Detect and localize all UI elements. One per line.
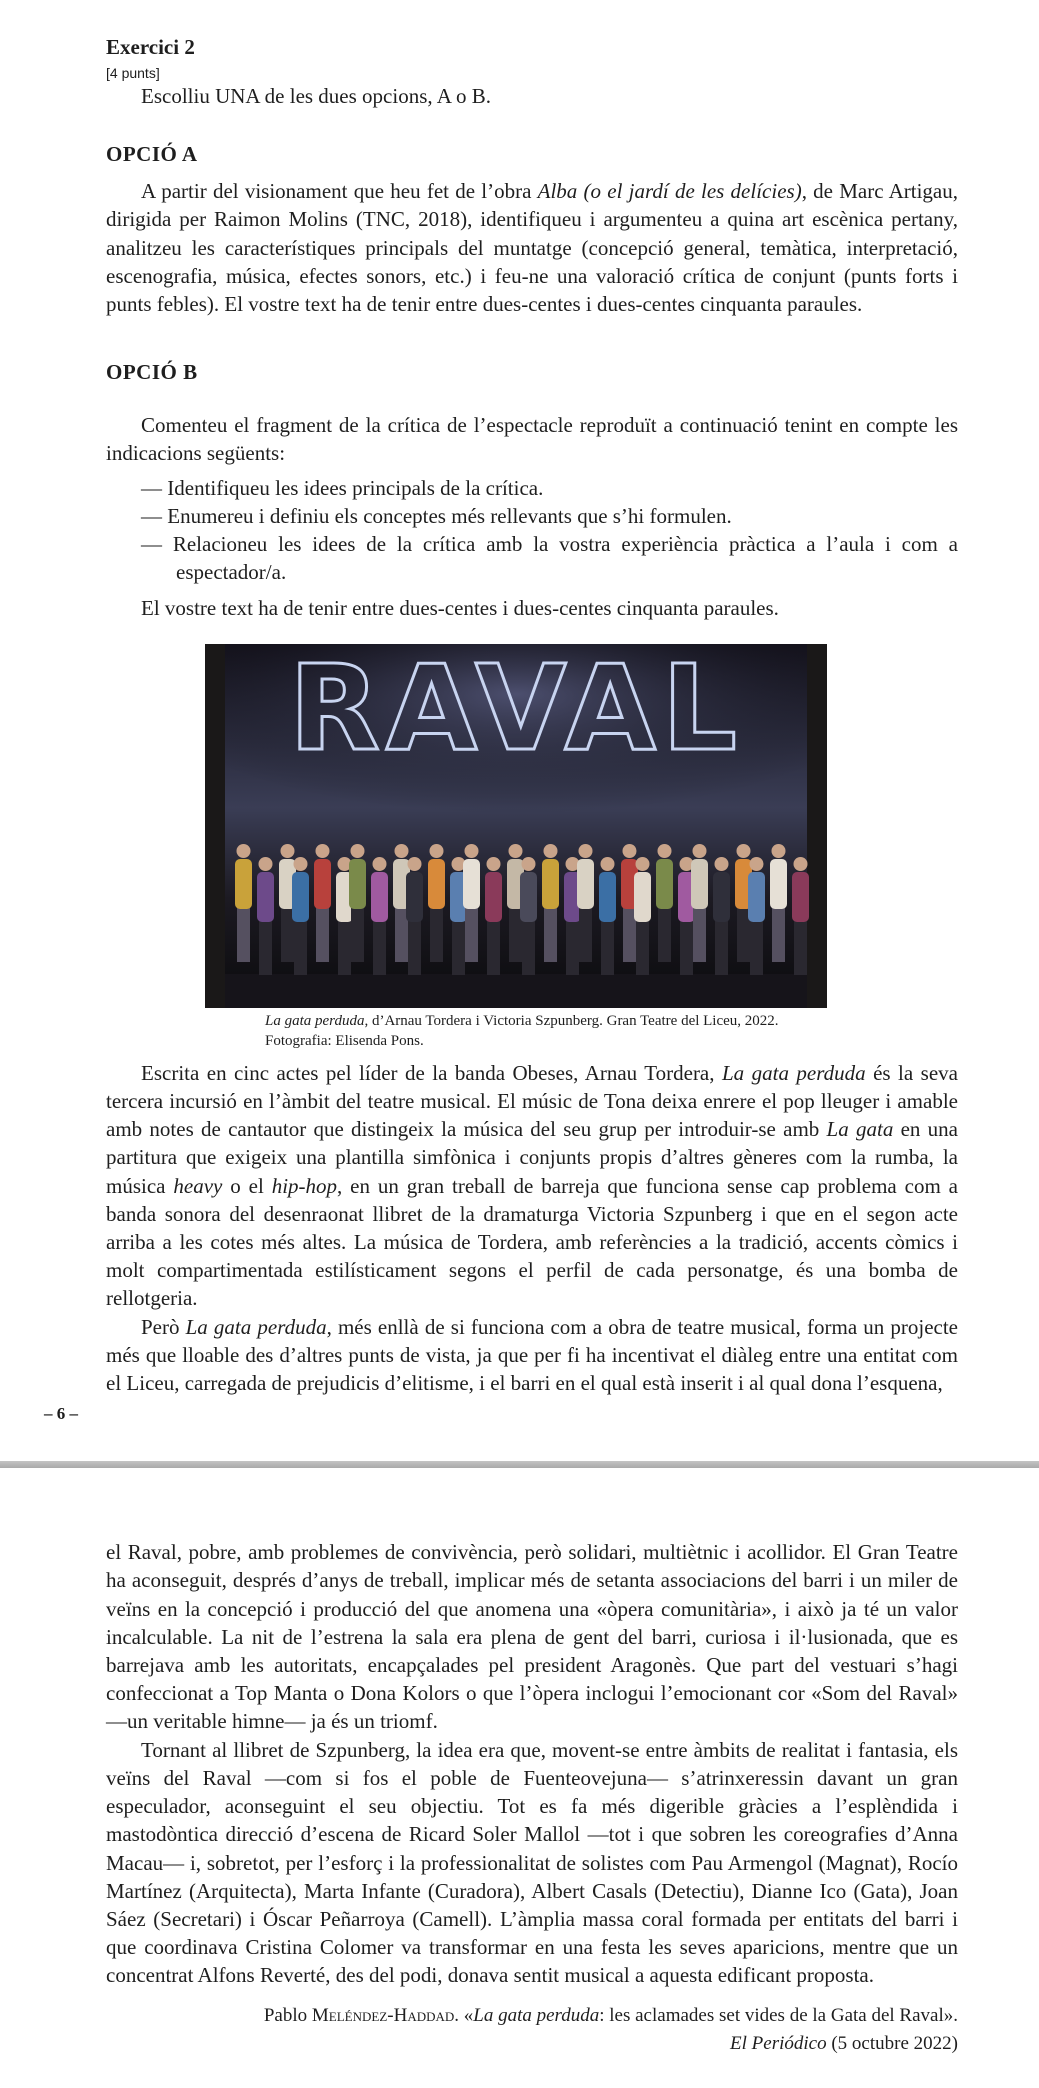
- cast-member-head: [430, 844, 444, 858]
- page-separator: [0, 1461, 1039, 1468]
- cast-member: [599, 872, 616, 922]
- cast-member-head: [408, 857, 422, 871]
- cast-member-head: [294, 857, 308, 871]
- cast-member-head: [487, 857, 501, 871]
- option-a-paragraph: [106, 177, 958, 318]
- cast-member-head: [316, 844, 330, 858]
- author-surname: Meléndez-Haddad: [311, 2004, 455, 2026]
- cast-member: [257, 872, 274, 922]
- option-b-intro: Comenteu el fragment de la crítica de l’espectacle reproduït a continuació tenint en compte les indicacions següents:: [106, 413, 958, 466]
- cast-member-head: [601, 857, 615, 871]
- cast-member-head: [579, 844, 593, 858]
- cast-member-legs: [680, 920, 693, 975]
- text-segment: A partir del visionament que heu fet de l’obra: [141, 179, 538, 204]
- stage-photo-illustration: [205, 644, 827, 1008]
- cast-member-head: [772, 844, 786, 858]
- cast-member-head: [237, 844, 251, 858]
- cast-member-legs: [544, 907, 557, 962]
- cast-member: [428, 859, 445, 909]
- raval-neon-sign: RAVAL: [288, 643, 744, 777]
- cast-member: [634, 872, 651, 922]
- stage-photo: [205, 644, 827, 1008]
- photo-caption: [265, 1011, 885, 1051]
- cast-member-legs: [715, 920, 728, 975]
- cast-member-legs: [452, 920, 465, 975]
- italic-text: Alba (o el jardí de les delícies): [537, 179, 802, 204]
- cast-member: [691, 859, 708, 909]
- text-segment: Escrita en cinc actes pel líder de la banda Obeses, Arnau Tordera,: [141, 1060, 722, 1085]
- title-open: . «: [454, 2004, 474, 2026]
- cast-member-legs: [465, 907, 478, 962]
- critique-paragraph-1: [106, 1059, 958, 1313]
- points-label: [4 punts]: [106, 65, 160, 81]
- text-segment: Tornant al llibret de Szpunberg, la idea era que, movent-se entre àmbits de realitat i fantasia, els veïns del Raval —com si fos el poble de Fuenteovejuna— s’atrinxeressin davant un gran especulador, aconseguint el seu objectiu. Tot es fa més digerible gràcies a l’esplèndida i mastodòntica direcció d’escena de Ricard Soler Mallol —tot i que sobren les coreografies d’Anna Macau— i, sobretot, per l’esforç i la professionalitat de solistes com Pau Armengol (Magnat), Rocío Martínez (Arquitecta), Marta Infante (Curadora), Albert Casals (Detectiu), Dianne Ico (Gata), Joan Sáez (Secretari) i Óscar Peñarroya (Camell). L’àmplia massa coral formada per entitats del barri i que coordinava Cristina Colomer va transformar en una festa les seves aparicions, mentre que un concentrat Alfons Reverté, des del podi, donava sentit musical a aquesta edificant proposta.: [106, 1737, 958, 1988]
- cast-member-legs: [259, 920, 272, 975]
- cast-member: [314, 859, 331, 909]
- italic-text: hip-hop: [271, 1173, 338, 1198]
- cast-member: [713, 872, 730, 922]
- cast-member: [485, 872, 502, 922]
- option-b-heading: OPCIÓ B: [106, 360, 198, 385]
- cast-member: [292, 872, 309, 922]
- exercise-instruction: Escolliu UNA de les dues opcions, A o B.: [141, 84, 491, 108]
- text-segment: , més enllà de si funciona com a obra de teatre musical, forma un projecte més que lloable des d’altres punts de vista, ja que per fi ha incentivat el diàleg entre una entitat com el Liceu, carregada de prejudicis d’elitisme, i el barri en el qual està inserit i al qual dona l’esquena,: [106, 1314, 958, 1396]
- cast-member: [463, 859, 480, 909]
- cast-member-head: [737, 844, 751, 858]
- source-name: El Periódico: [730, 2032, 827, 2054]
- text-segment: , de Marc Artigau, dirigida per Raimon Molins (TNC, 2018), identifiqueu i argumenteu a quina art escènica pertany, analitzeu les característiques principals del muntatge (concepció general, temàtica, interpretació, escenografia, música, efectes sonors, etc.) i feu-ne una valoració crítica de conjunt (punts forts i punts febles). El vostre text ha de tenir entre dues-centes i dues-centes cinquanta paraules.: [106, 179, 959, 317]
- text-segment: en una partitura que exigeix una plantilla simfònica i conjunts propis d’altres gèneres com la rumba, la música: [106, 1117, 958, 1198]
- text-segment: el Raval, pobre, amb problemes de convivència, però solidari, multiètnic i acollidor. El Gran Teatre ha aconseguit, després d’anys de treball, implicar més de setanta associacions del barri i un miler de veïns en la concepció i producció del que anomena una «òpera comunitària», i això ja té un valor incalculable. La nit de l’estrena la sala era plena de gent del barri, curiosa i il·lusionada, que es barrejava amb les autoritats, encapçalades pel president Aragonès. Que part del vestuari s’hagi confeccionat a Top Manta o Dona Kolors o que l’òpera inclogui l’emocionant cor «Som del Raval» —un veritable himne— ja és un triomf.: [106, 1540, 958, 1734]
- critique-attribution: [106, 2002, 958, 2058]
- cast-member: [770, 859, 787, 909]
- cast-member-head: [373, 857, 387, 871]
- cast-member-legs: [566, 920, 579, 975]
- cast-member-head: [351, 844, 365, 858]
- cast-member-legs: [636, 920, 649, 975]
- cast-member-legs: [522, 920, 535, 975]
- italic-text: La gata perduda: [265, 1012, 365, 1029]
- text-segment: és la seva tercera incursió en l’àmbit del teatre musical. El músic de Tona deixa enrere el pop lleuger i amable amb notes de cantautor que distingeix la música del seu grup per introduir-se amb: [106, 1060, 958, 1142]
- cast-member-head: [658, 844, 672, 858]
- cast-member-head: [750, 857, 764, 871]
- cast-member: [349, 859, 366, 909]
- cast-member-legs: [430, 907, 443, 962]
- critique-paragraph-2-end: [106, 1538, 958, 1735]
- cast-member-legs: [794, 920, 807, 975]
- page-number: – 6 –: [44, 1404, 78, 1424]
- text-segment: o el: [222, 1173, 272, 1198]
- cast-member-legs: [601, 920, 614, 975]
- italic-text: La gata: [826, 1117, 894, 1142]
- cast-member: [542, 859, 559, 909]
- length-note: El vostre text ha de tenir entre dues-centes i dues-centes cinquanta paraules.: [141, 595, 779, 620]
- cast-member-legs: [487, 920, 500, 975]
- option-b-bullets: [141, 474, 958, 586]
- cast-member: [792, 872, 809, 922]
- cast-member-legs: [316, 907, 329, 962]
- cast-member-head: [509, 844, 523, 858]
- source-line: [106, 2030, 958, 2058]
- cast-member: [371, 872, 388, 922]
- article-title-italic: La gata perduda: [473, 2004, 600, 2026]
- author-first-name: Pablo: [263, 2004, 312, 2026]
- italic-text: La gata perduda: [185, 1314, 327, 1339]
- cast-member: [656, 859, 673, 909]
- option-a-heading: OPCIÓ A: [106, 142, 198, 167]
- cast-member-head: [259, 857, 273, 871]
- cast-member: [520, 872, 537, 922]
- critique-paragraph-3: [106, 1736, 958, 1990]
- cast-member-head: [715, 857, 729, 871]
- cast-member-head: [544, 844, 558, 858]
- cast-member-legs: [294, 920, 307, 975]
- cast-member-head: [636, 857, 650, 871]
- cast-member-legs: [351, 907, 364, 962]
- critique-paragraph-2-start: [106, 1313, 958, 1398]
- text-segment: , en un gran treball de barreja que funciona sense cap problema com a banda sonora del desenraonat llibret de la dramaturga Victoria Szpunberg i que en el segon acte arriba a les cotes més altes. La música de Tordera, amb referències a la tradició, accents còmics i molt compartimentada estilísticament segons el perfil de cada personatge, és una bomba de rellotgeria.: [106, 1173, 959, 1311]
- exercise-title: Exercici 2: [106, 35, 195, 59]
- bullet-item: — Identifiqueu les idees principals de la crítica.: [141, 475, 544, 500]
- cast-member-legs: [658, 907, 671, 962]
- bullet-item: — Enumereu i definiu els conceptes més rellevants que s’hi formulen.: [141, 503, 732, 528]
- cast-member-legs: [408, 920, 421, 975]
- text-segment: , d’Arnau Tordera i Victoria Szpunberg. Gran Teatre del Liceu, 2022.: [364, 1012, 779, 1029]
- cast-member-head: [522, 857, 536, 871]
- cast-member: [235, 859, 252, 909]
- cast-member-head: [623, 844, 637, 858]
- title-rest: : les aclamades set vides de la Gata del Raval».: [599, 2004, 958, 2026]
- cast-member-legs: [579, 907, 592, 962]
- cast-member-head: [465, 844, 479, 858]
- caption-text: [265, 1011, 885, 1031]
- page-7: [0, 1468, 1039, 2087]
- bullet-item: — Relacioneu les idees de la crítica amb la vostra experiència pràctica a l’aula i com a espectador/a.: [141, 531, 958, 584]
- photo-credit: Fotografia: Elisenda Pons.: [265, 1032, 424, 1049]
- italic-text: La gata perduda: [721, 1060, 866, 1085]
- cast-member-legs: [750, 920, 763, 975]
- cast-member-head: [693, 844, 707, 858]
- cast-member: [577, 859, 594, 909]
- text-segment: Però: [141, 1314, 186, 1339]
- cast-member-legs: [338, 920, 351, 975]
- italic-text: heavy: [173, 1173, 223, 1198]
- cast-member-head: [395, 844, 409, 858]
- cast-member: [406, 872, 423, 922]
- attribution-line: [106, 2002, 958, 2030]
- cast-member: [748, 872, 765, 922]
- cast-member-head: [281, 844, 295, 858]
- cast-member-legs: [237, 907, 250, 962]
- cast-member-legs: [772, 907, 785, 962]
- cast-member-head: [794, 857, 808, 871]
- cast-member-legs: [693, 907, 706, 962]
- cast-member-legs: [373, 920, 386, 975]
- source-date: (5 octubre 2022): [826, 2032, 958, 2054]
